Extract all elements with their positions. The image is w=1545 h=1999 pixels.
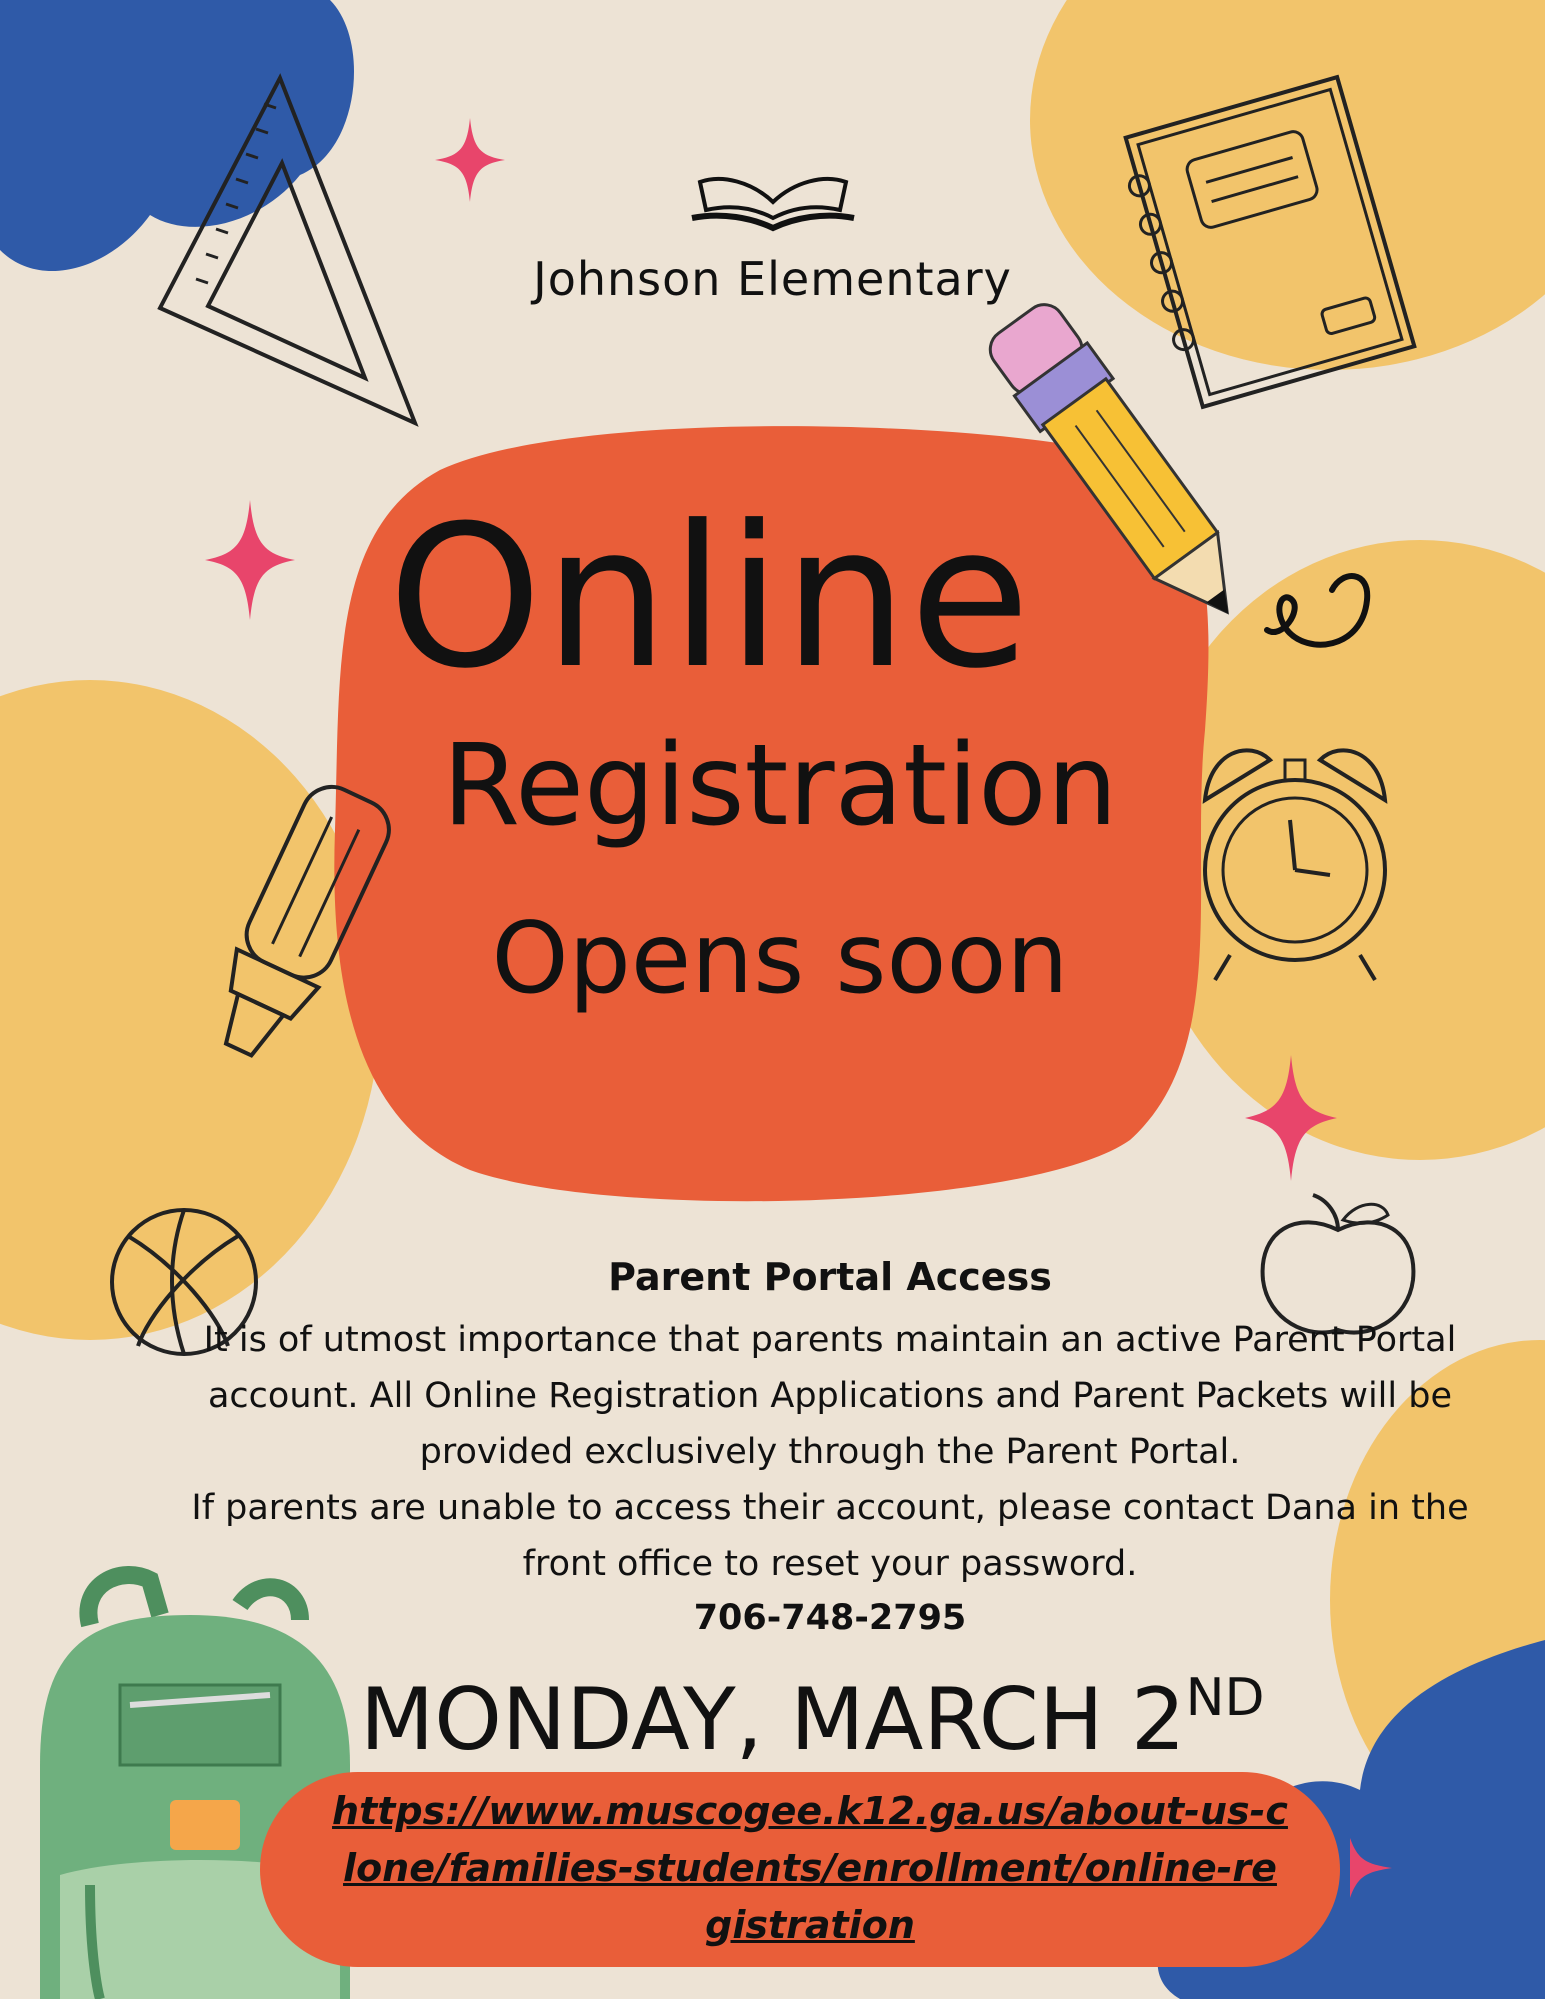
portal-paragraph-2: If parents are unable to access their account, please contact Dana in the front office to reset your password. xyxy=(191,1488,1469,1584)
book-icon xyxy=(692,162,854,234)
phone-number: 706-748-2795 xyxy=(693,1598,967,1638)
school-name: Johnson Elementary xyxy=(533,252,1012,306)
registration-link[interactable]: https://www.muscogee.k12.ga.us/about-us-clone/families-students/enrollment/online-registration xyxy=(332,1789,1288,1947)
title-opens-soon: Opens soon xyxy=(491,902,1069,1016)
portal-paragraph-1: It is of utmost importance that parents maintain an active Parent Portal account. All Online Registration Applications and Parent Packets will be provided exclusively through the Parent Portal. xyxy=(203,1320,1457,1472)
sparkle-icon xyxy=(1245,1055,1337,1181)
title-online: Online xyxy=(387,484,1033,712)
title-registration: Registration xyxy=(442,721,1118,851)
date-main: MONDAY, MARCH 2 xyxy=(360,1670,1186,1770)
sparkle-icon xyxy=(435,118,505,202)
squiggle-decoration xyxy=(1262,570,1382,660)
portal-body xyxy=(160,1312,1500,1592)
portal-heading: Parent Portal Access xyxy=(608,1255,1052,1299)
date-suffix: ND xyxy=(1185,1668,1265,1728)
sparkle-icon xyxy=(1350,1838,1392,1898)
sparkle-icon xyxy=(205,500,295,620)
registration-date xyxy=(360,1668,1340,1770)
